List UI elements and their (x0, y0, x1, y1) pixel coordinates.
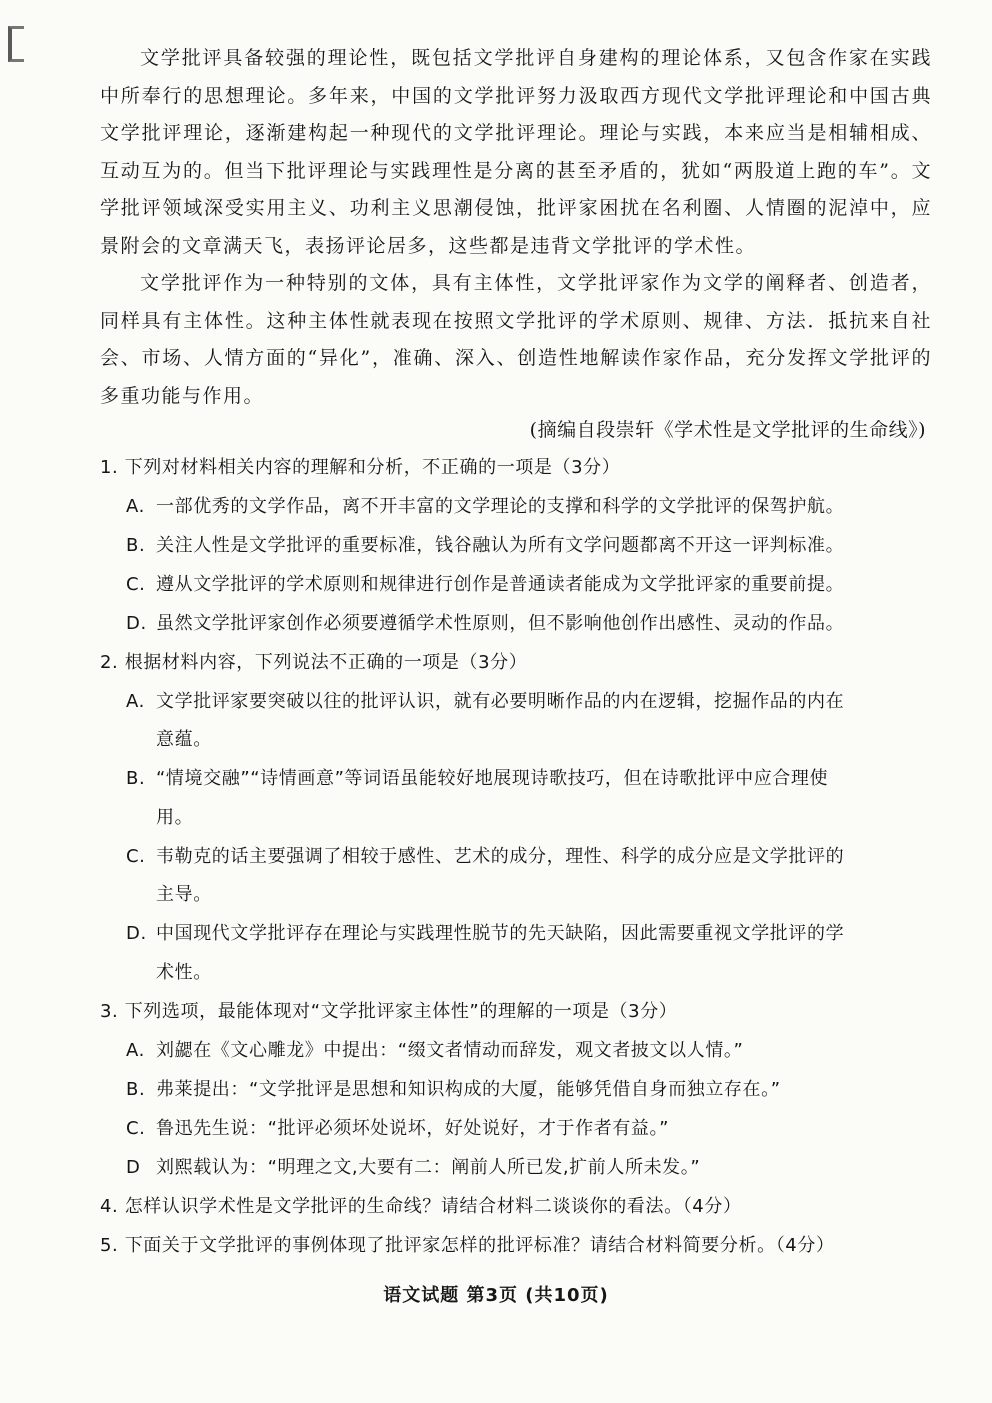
passage-paragraph-1: 文学批评具备较强的理论性，既包括文学批评自身建构的理论体系，又包含作家在实践中所奉行的思想理论。多年来，中国的文学批评努力汲取西方现代文学批评理论和中国古典文学批评理论，逐渐建构起一种现代的文学批评理论。理论与实践，本来应当是相辅相成、互动互为的。但当下批评理论与实践理性是分离的甚至矛盾的，犹如“两股道上跑的车”。文学批评领域深受实用主义、功利主义思潮侵蚀，批评家困扰在名利圈、人情圈的泥淖中，应景附会的文章满天飞，表扬评论居多，这些都是违背文学批评的学术性。 (100, 47, 932, 257)
option-label: D. (126, 613, 147, 634)
binding-mark (8, 26, 24, 62)
option-text: 鲁迅先生说：“批评必须坏处说坏，好处说好，才于作者有益。” (156, 1118, 670, 1139)
option-text: 一部优秀的文学作品，离不开丰富的文学理论的支撑和科学的文学批评的保驾护航。 (156, 496, 845, 517)
question-2-option-d-cont: 术性。 (156, 962, 212, 983)
question-1-option-d (126, 606, 922, 642)
option-label: A. (126, 691, 145, 712)
option-text: 中国现代文学批评存在理论与实践理性脱节的先天缺陷，因此需要重视文学批评的学 (156, 923, 845, 944)
option-label: B. (126, 768, 146, 789)
option-text: “情境交融”“诗情画意”等词语虽能较好地展现诗歌技巧，但在诗歌批评中应合理使 (156, 768, 829, 789)
question-3-option-d (126, 1150, 922, 1186)
question-2-option-b-cont: 用。 (156, 807, 194, 828)
question-1-option-a (126, 489, 922, 525)
passage-source: (摘编自段崇轩《学术性是文学批评的生命线》) (529, 419, 926, 441)
option-text: 弗莱提出：“文学批评是思想和知识构成的大厦，能够凭借自身而独立存在。” (156, 1079, 781, 1100)
option-text: 遵从文学批评的学术原则和规律进行创作是普通读者能成为文学批评家的重要前提。 (156, 574, 845, 595)
question-3-option-b (126, 1072, 922, 1108)
passage-paragraph-2: 文学批评作为一种特别的文体，具有主体性，文学批评家作为文学的阐释者、创造者，同样具有主体性。这种主体性就表现在按照文学批评的学术原则、规律、方法．抵抗来自社会、市场、人情方面的“异化”，准确、深入、创造性地解读作家作品，充分发挥文学批评的多重功能与作用。 (100, 272, 932, 407)
option-text: 文学批评家要突破以往的批评认识，就有必要明晰作品的内在逻辑，挖掘作品的内在 (156, 691, 845, 712)
option-text: 韦勒克的话主要强调了相较于感性、艺术的成分，理性、科学的成分应是文学批评的 (156, 846, 845, 867)
question-2-option-c (126, 839, 922, 875)
question-3-option-a (126, 1033, 922, 1069)
question-2-option-c-cont: 主导。 (156, 884, 212, 905)
option-text: 刘勰在《文心雕龙》中提出：“缀文者情动而辞发，观文者披文以人情。” (156, 1040, 744, 1061)
option-text: 关注人性是文学批评的重要标准，钱谷融认为所有文学问题都离不开这一评判标准。 (156, 535, 845, 556)
question-2-option-a-cont: 意蕴。 (156, 729, 212, 750)
question-2-option-d (126, 916, 922, 952)
option-label: A. (126, 1040, 145, 1061)
option-label: C. (126, 1118, 146, 1139)
question-5-stem: 5. 下面关于文学批评的事例体现了批评家怎样的批评标准？请结合材料简要分析。（4分） (100, 1235, 835, 1256)
question-2-option-b (126, 761, 922, 797)
question-3-option-c (126, 1111, 922, 1147)
page-footer: 语文试题 第3页 (共10页) (383, 1285, 609, 1306)
option-label: D. (126, 923, 147, 944)
question-1-stem: 1. 下列对材料相关内容的理解和分析，不正确的一项是（3分） (100, 457, 621, 478)
question-1-option-b (126, 528, 922, 564)
option-label: B. (126, 535, 146, 556)
option-label: B. (126, 1079, 146, 1100)
question-1-option-c (126, 567, 922, 603)
option-text: 刘熙载认为：“明理之文,大要有二：阐前人所已发,扩前人所未发。” (156, 1157, 701, 1178)
option-label: C. (126, 846, 146, 867)
option-label: A. (126, 496, 145, 517)
option-label: C. (126, 574, 146, 595)
question-2-option-a (126, 684, 922, 720)
question-3-stem: 3. 下列选项，最能体现对“文学批评家主体性”的理解的一项是（3分） (100, 1001, 678, 1022)
option-text: 虽然文学批评家创作必须要遵循学术性原则，但不影响他创作出感性、灵动的作品。 (156, 613, 845, 634)
question-4-stem: 4. 怎样认识学术性是文学批评的生命线？请结合材料二谈谈你的看法。（4分） (100, 1196, 742, 1217)
question-2-stem: 2. 根据材料内容，下列说法不正确的一项是（3分） (100, 652, 528, 673)
option-label: D (126, 1157, 141, 1178)
